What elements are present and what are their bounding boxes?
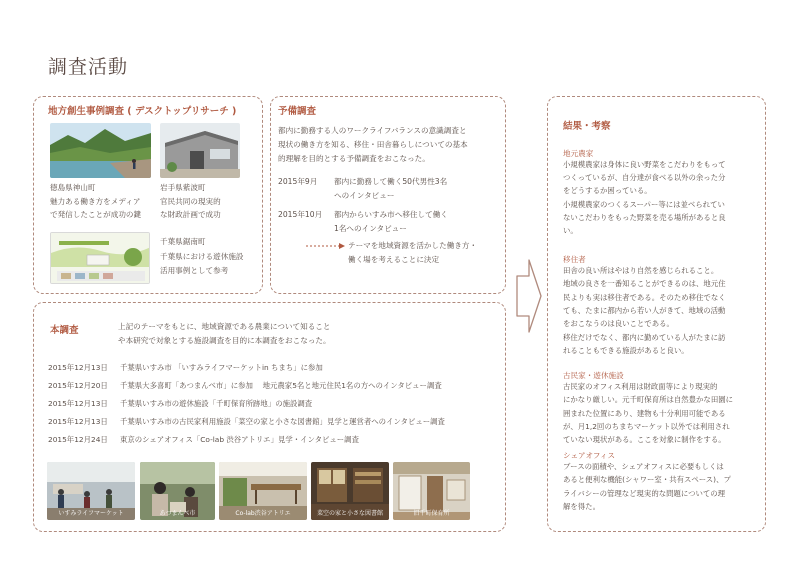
survey-log-text: 千葉県いすみ市の遊休施設「千町保育所跡地」の施設調査	[120, 399, 313, 408]
case-desc-line: 魅力ある働き方をメディア	[50, 197, 141, 206]
results-section-heading: 地元農家	[563, 149, 594, 158]
shiwa-photo	[160, 123, 240, 178]
results-line: 田舎の良い所はやはり自然を感じられること。	[563, 266, 719, 275]
main-intro-line: 上記のテーマをもとに、地域資源である農業について知ること	[118, 322, 331, 331]
page-title: 調査活動	[48, 56, 129, 78]
case-desc-line: な財政計画で成功	[160, 210, 221, 219]
survey-photo-caption: いすみライフマーケット	[58, 510, 124, 517]
survey-photo-caption: あつまんべ市	[159, 510, 196, 517]
results-line: にかなり厳しい。元千町保育所は自然豊かな田園に	[563, 395, 733, 404]
survey-photo-caption: Co-lab渋谷アトリエ	[235, 510, 291, 517]
case-desc-line: で発信したことが成功の鍵	[50, 210, 142, 219]
results-line: 地域の良さを一番知ることができるのは、地元住	[563, 279, 726, 288]
survey-photo	[219, 462, 307, 520]
survey-log-date: 2015年12月13日	[48, 399, 108, 408]
results-line: 移住だけでなく、都内に勤めている人がたまに訪	[563, 333, 726, 342]
prelim-intro-line: 的理解を目的とする予備調査をおこなった。	[278, 154, 430, 163]
survey-photo-caption: 旧千町保育所	[413, 510, 450, 517]
results-line: ブースの面積や、シェアオフィスに必要もしくは	[563, 462, 724, 471]
results-line: つくっているが、自分達が食べる以外の余った分	[563, 173, 726, 182]
survey-log-date: 2015年12月13日	[48, 363, 108, 372]
results-line: あると便利な機能(シャワー室・共有スペース)、プ	[563, 475, 731, 484]
prelim-entry-date: 2015年10月	[278, 210, 323, 219]
case-desc-line: 官民共同の現実的	[160, 197, 221, 206]
prelim-conclusion-line: テーマを地域資源を活かした働き方・	[348, 241, 478, 250]
results-line: い。	[563, 226, 578, 235]
results-section-heading: 古民家・遊休施設	[563, 371, 624, 380]
prelim-entry-line: 1名へのインタビュー	[334, 224, 407, 233]
case-place: 千葉県鋸南町	[160, 237, 206, 246]
survey-log-text: 千葉県いすみ市の古民家利用施設「菜空の家と小さな図書館」見学と運営者へのインタビュー調査	[120, 417, 445, 426]
survey-photo-caption: 菜空の家と小さな図書館	[316, 510, 383, 517]
survey-log-text: 千葉県いすみ市 「いすみライフマーケットin ちまち」に参加	[120, 363, 323, 372]
results-line: 解を得た。	[563, 502, 600, 511]
results-line: 小規模農家のつくるスーパー等には並べられてい	[563, 200, 725, 209]
case-place: 岩手県紫波町	[160, 183, 206, 192]
results-line: 古民家のオフィス利用は財政面等により現実的	[563, 382, 718, 391]
prelim-entry-date: 2015年9月	[278, 177, 318, 186]
survey-log-date: 2015年12月13日	[48, 417, 108, 426]
results-line: が、月1,2回のちまちマーケット以外では利用され	[563, 422, 730, 431]
prelim-intro-line: 現状の働き方を知る、移住・田舎暮らしについての基本	[278, 140, 468, 149]
survey-photo	[47, 462, 135, 520]
survey-photo	[140, 462, 215, 520]
kamiyama-photo	[50, 123, 151, 178]
survey-log-text: 東京のシェアオフィス「Co-lab 渋谷アトリエ」見学・インタビュー調査	[120, 435, 359, 444]
results-line: ていない現状がある。ここを対象に制作をする。	[563, 435, 726, 444]
survey-log-text: 千葉県大多喜町「あつまんべ市」に参加 地元農家5名と地元住民1名の方へのインタビュー調査	[120, 381, 442, 390]
survey-log-date: 2015年12月24日	[48, 435, 108, 444]
survey-photo	[393, 462, 470, 520]
results-line: ても、たまに都内から若い人がきて、地域の活動	[563, 306, 726, 315]
results-line: ライバシーの管理など現実的な問題についての理	[563, 489, 726, 498]
prelim-conclusion-line: 働く場を考えることに決定	[348, 255, 440, 264]
results-line: 小規模農家は身体に良い野菜をこだわりをもって	[563, 160, 726, 169]
results-section-heading: シェアオフィス	[563, 451, 616, 460]
results-title: 結果・考察	[563, 121, 611, 132]
survey-photo	[311, 462, 389, 520]
main-survey-title: 本調査	[50, 325, 79, 336]
results-line: 囲まれた位置にあり、建物も十分利用可能である	[563, 409, 726, 418]
case-place: 徳島県神山町	[50, 183, 96, 192]
case-desc-line: 活用事例として参考	[160, 266, 229, 275]
results-line: 民よりも実は移住者である。そのため移住でなく	[563, 293, 726, 302]
dashed-arrow-icon	[306, 242, 346, 250]
prelim-entry-line: 都内に勤務して働く50代男性3名	[334, 177, 448, 186]
prelim-survey-title: 予備調査	[278, 106, 317, 117]
results-line: をどうするか困っている。	[563, 186, 652, 195]
results-line: をおこなうのは良いことである。	[563, 319, 674, 328]
prelim-intro-line: 都内に勤務する人のワークライフバランスの意識調査と	[278, 126, 467, 135]
kyonan-photo	[50, 232, 150, 284]
right-arrow-icon	[516, 258, 542, 334]
prelim-entry-line: へのインタビュー	[334, 191, 395, 200]
case-desc-line: 千葉県における遊休施設	[160, 252, 244, 261]
survey-log-date: 2015年12月20日	[48, 381, 108, 390]
results-line: ないこだわりをもった野菜を売る場所があると良	[563, 213, 726, 222]
main-intro-line: や本研究で対象とする施設調査を目的に本調査をおこなった。	[118, 336, 331, 345]
desk-research-title: 地方創生事例調査 ( デスクトップリサーチ )	[48, 106, 237, 117]
results-line: れることもできる施設があると良い。	[563, 346, 689, 355]
prelim-entry-line: 都内からいすみ市へ移住して働く	[334, 210, 448, 219]
results-section-heading: 移住者	[563, 255, 586, 264]
